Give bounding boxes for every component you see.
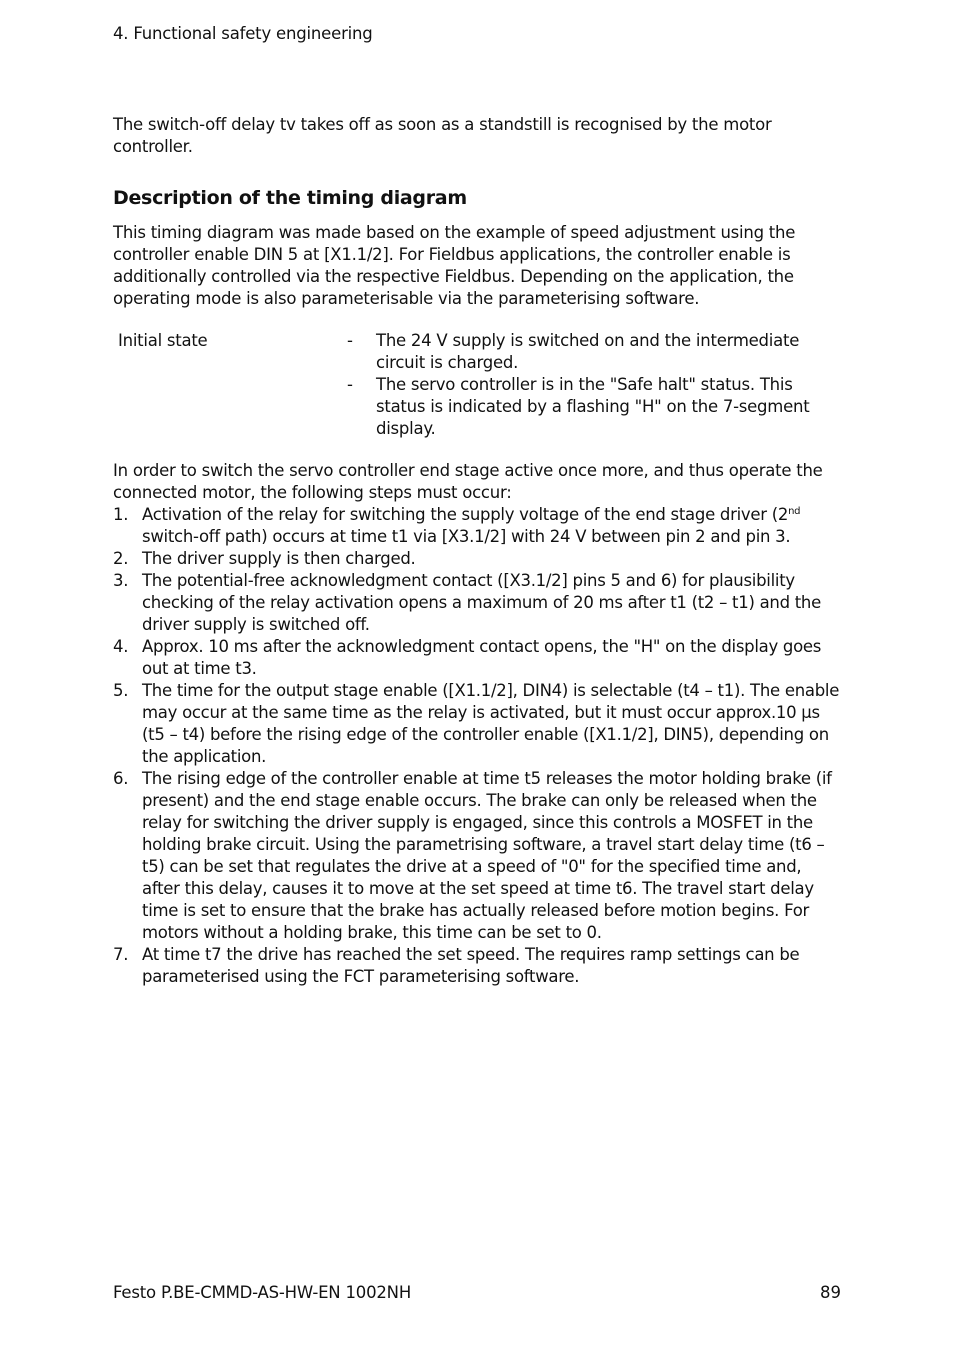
dash-bullet: - [347, 375, 353, 394]
steps-intro-paragraph: In order to switch the servo controller end stage active once more, and thus operate the connected motor, the following steps must occur: [113, 461, 823, 502]
step-text: Activation of the relay for switching the supply voltage of the end stage driver (2nd switch-off path) occurs at time t1 via [X3.1/2] with 24 V between pin 2 and pin 3. [142, 505, 801, 546]
step-text: The rising edge of the controller enable at time t5 releases the motor holding brake (if present) and the end stage enable occurs. The brake can only be released when the relay for switching the driver supply is engaged, since this controls a MOSFET in the holding brake circuit. Using the parametrising software, a travel start delay time (t6 – t5) can be set that regulates the drive at a speed of "0" for the specified time and, after this delay, causes it to move at the set speed at time t6. The travel start delay time is set to ensure that the brake has actually released before motion begins. For motors without a holding brake, this time can be set to 0. [142, 769, 832, 942]
initial-state-item-text: The servo controller is in the "Safe halt" status. This status is indicated by a flashing "H" on the 7-segment display. [376, 375, 810, 438]
step-text: At time t7 the drive has reached the set speed. The requires ramp settings can be parameterised using the FCT parameterising software. [142, 945, 800, 986]
step-number: 1. [113, 505, 129, 524]
footer-page-number: 89 [820, 1283, 841, 1302]
step-item [113, 548, 841, 570]
step-text: The time for the output stage enable ([X1.1/2], DIN4) is selectable (t4 – t1). The enable may occur at the same time as the relay is activated, but it must occur approx.10 µs (t5 – t4) before the rising edge of the controller enable ([X1.1/2], DIN5), depending on the application. [142, 681, 840, 766]
step-item [113, 504, 841, 548]
document-page [113, 0, 841, 1350]
initial-state-item [347, 374, 837, 440]
initial-state-label: Initial state [118, 331, 208, 350]
step-item [113, 944, 841, 988]
step-number: 2. [113, 549, 129, 568]
section-heading: Description of the timing diagram [113, 187, 467, 209]
dash-bullet: - [347, 331, 353, 350]
step-item [113, 636, 841, 680]
ordinal-superscript: nd [788, 506, 801, 517]
initial-state-item [347, 330, 837, 374]
initial-state-item-text: The 24 V supply is switched on and the intermediate circuit is charged. [376, 331, 800, 372]
step-text: Approx. 10 ms after the acknowledgment contact opens, the "H" on the display goes out at time t3. [142, 637, 822, 678]
step-number: 7. [113, 945, 129, 964]
intro-paragraph: The switch-off delay tv takes off as soon as a standstill is recognised by the motor controller. [113, 115, 772, 156]
footer-document-id: Festo P.BE-CMMD-AS-HW-EN 1002NH [113, 1283, 412, 1302]
steps-list [113, 504, 841, 988]
step-number: 5. [113, 681, 129, 700]
step-item [113, 680, 841, 768]
initial-state-list [347, 330, 837, 440]
step-item [113, 768, 841, 944]
step-number: 3. [113, 571, 129, 590]
description-paragraph: This timing diagram was made based on the example of speed adjustment using the controller enable DIN 5 at [X1.1/2]. For Fieldbus applications, the controller enable is additionally controlled via the respective Fieldbus. Depending on the application, the operating mode is also parameterisable via the parameterising software. [113, 223, 796, 308]
step-number: 6. [113, 769, 129, 788]
chapter-header: 4. Functional safety engineering [113, 24, 373, 43]
step-item [113, 570, 841, 636]
step-text: The driver supply is then charged. [142, 549, 416, 568]
step-number: 4. [113, 637, 129, 656]
step-text: The potential-free acknowledgment contact ([X3.1/2] pins 5 and 6) for plausibility checking of the relay activation opens a maximum of 20 ms after t1 (t2 – t1) and the driver supply is switched off. [142, 571, 821, 634]
